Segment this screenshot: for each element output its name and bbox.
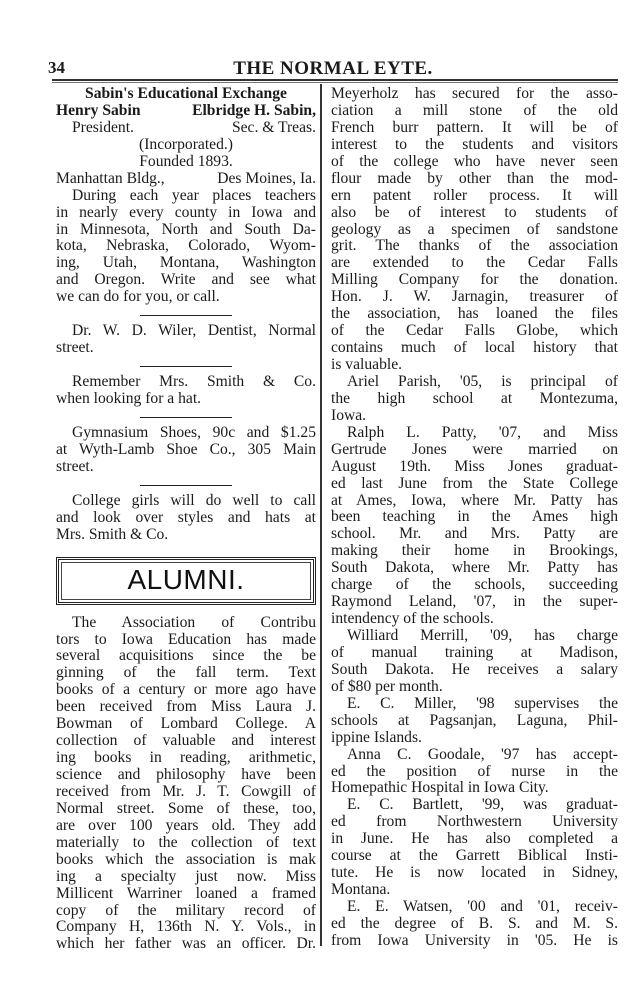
- paragraph-ralph-patty: [331, 425, 618, 628]
- text-line: in Minnesota, North and South Da-: [56, 221, 316, 238]
- text-line: Dr. W. D. Wiler, Dentist, Normal: [72, 323, 316, 340]
- text-line: contains much of local history that: [331, 340, 618, 357]
- text-line: of manual training at Madison,: [331, 644, 618, 661]
- text-line: kota, Nebraska, Colorado, Wyom-: [56, 238, 316, 255]
- text-line: the association, has loaned the files: [331, 306, 618, 323]
- text-line: Williard Merrill, '09, has charge: [347, 628, 618, 644]
- column-divider: [320, 84, 322, 946]
- text-line: Meyerholz has secured for the asso-: [331, 86, 618, 102]
- text-line: Montana.: [331, 882, 391, 899]
- ad-shoes: [56, 425, 316, 476]
- ad-title: Sabin's Educational Exchange: [85, 86, 287, 102]
- text-line: E. C. Miller, '98 supervises the: [347, 695, 618, 712]
- text-line: Ralph L. Patty, '07, and Miss: [347, 424, 618, 441]
- text-line: ippine Islands.: [331, 729, 422, 746]
- paragraph-meyerholz: [331, 86, 618, 374]
- text-line: also be of interest to students of: [331, 204, 618, 221]
- separator-rule: [140, 315, 232, 316]
- text-line: During each year places teachers: [72, 187, 316, 204]
- text-line: College girls will do well to call: [72, 492, 316, 509]
- text-line: Milling Company for the donation.: [331, 272, 618, 289]
- text-line: ginning of the fall term. Text: [56, 665, 316, 682]
- right-column: [331, 86, 618, 950]
- text-line: street.: [56, 340, 94, 357]
- left-column: [56, 86, 316, 953]
- text-line: are extended to the Cedar Falls: [331, 255, 618, 272]
- text-line: The Association of Contribu: [72, 614, 316, 631]
- officer-1-role: President.: [72, 118, 134, 136]
- paragraph-anna-goodale: [331, 747, 618, 798]
- text-line: of the college who have never seen: [331, 153, 618, 170]
- text-line: tute. He is now located in Sidney,: [331, 865, 618, 882]
- page-header: [48, 58, 618, 80]
- text-line: street.: [56, 458, 94, 475]
- text-line: been received from Miss Laura J.: [56, 699, 316, 716]
- text-line: school. Mr. and Mrs. Patty are: [331, 526, 618, 543]
- text-line: been teaching in the Ames high: [331, 509, 618, 526]
- text-line: in June. He has also completed a: [331, 831, 618, 848]
- separator-rule: [140, 366, 232, 367]
- text-line: ciation a mill stone of the old: [331, 102, 618, 119]
- text-line: at Wyth-Lamb Shoe Co., 305 Main: [56, 441, 316, 458]
- text-line: Iowa.: [331, 407, 367, 424]
- text-line: Bowman of Lombard College. A: [56, 716, 316, 733]
- text-line: ed from Northwestern University: [331, 814, 618, 831]
- text-line: of $80 per month.: [331, 678, 443, 695]
- text-line: ed the position of nurse in the: [331, 763, 618, 780]
- text-line: at Ames, Iowa, where Mr. Patty has: [331, 492, 618, 509]
- address-building: Manhattan Bldg.,: [56, 169, 165, 187]
- text-line: ern patent roller process. It will: [331, 187, 618, 204]
- text-line: South Dakota. He receives a salary: [331, 661, 618, 678]
- text-line: ing a specialty just now. Miss: [56, 868, 316, 885]
- separator-rule: [140, 485, 232, 486]
- address-city: Des Moines, Ia.: [217, 169, 316, 187]
- text-line: of the Cedar Falls Globe, which: [331, 323, 618, 340]
- ad-college-girls: [56, 493, 316, 544]
- text-line: in nearly every county in Iowa and: [56, 204, 316, 221]
- paragraph-ee-watsen: [331, 899, 618, 950]
- text-line: several acquisitions since the be: [56, 648, 316, 665]
- text-line: are over 100 years old. They add: [56, 817, 316, 834]
- text-line: Raymond Leland, '07, in the super-: [331, 594, 618, 611]
- incorporated-note: (Incorporated.): [139, 136, 233, 153]
- text-line: and Oregon. Write and see what: [56, 272, 316, 289]
- officer-1-name: Henry Sabin: [56, 101, 141, 119]
- text-line: we can do for you, or call.: [56, 289, 220, 306]
- text-line: Ariel Parish, '05, is principal of: [347, 373, 618, 390]
- address: [56, 171, 316, 188]
- ad-sabins-educational-exchange: [56, 86, 316, 306]
- officer-roles: [56, 120, 316, 137]
- text-line: interest to the students and visitors: [331, 136, 618, 153]
- text-line: grit. The thanks of the association: [331, 238, 618, 255]
- text-line: Normal street. Some of these, too,: [56, 800, 316, 817]
- text-line: Homepathic Hospital in Iowa City.: [331, 780, 549, 797]
- text-line: Gertrude Jones were married on: [331, 441, 618, 458]
- officer-names: [56, 103, 316, 120]
- text-line: Mrs. Smith & Co.: [56, 526, 169, 543]
- text-line: copy of the military record of: [56, 902, 316, 919]
- separator-rule: [140, 417, 232, 418]
- paragraph-ec-miller: [331, 696, 618, 747]
- text-line: collection of valuable and interest: [56, 733, 316, 750]
- alumni-heading-box: [56, 557, 316, 605]
- text-line: ed the degree of B. S. and M. S.: [331, 915, 618, 932]
- text-line: the high school at Montezuma,: [331, 390, 618, 407]
- text-line: French burr pattern. It will be of: [331, 119, 618, 136]
- text-line: making their home in Brookings,: [331, 543, 618, 560]
- text-line: course at the Garrett Biblical Insti-: [331, 848, 618, 865]
- text-line: intendency of the schools.: [331, 611, 494, 628]
- text-line: Anna C. Goodale, '97 has accept-: [347, 746, 618, 763]
- text-line: Company H, 136th N. Y. Vols., in: [56, 919, 316, 936]
- text-line: E. C. Bartlett, '99, was graduat-: [347, 797, 618, 814]
- text-line: when looking for a hat.: [56, 391, 202, 407]
- officer-2-role: Sec. & Treas.: [231, 118, 316, 136]
- text-line: ed last June from the State College: [331, 475, 618, 492]
- text-line: books which the association is mak: [56, 851, 316, 868]
- text-line: materially to the collection of text: [56, 834, 316, 851]
- text-line: ing, Utah, Montana, Washington: [56, 255, 316, 272]
- text-line: Millicent Warriner loaned a framed: [56, 885, 316, 902]
- text-line: books of a century or more ago have: [56, 682, 316, 699]
- text-line: E. E. Watsen, '00 and '01, receiv-: [347, 899, 618, 915]
- text-line: South Dakota, where Mr. Patty has: [331, 560, 618, 577]
- page-number: 34: [48, 58, 65, 77]
- journal-title: THE NORMAL EYTE.: [233, 58, 433, 79]
- section-heading-alumni: ALUMNI.: [127, 564, 245, 596]
- text-line: tors to Iowa Education has made: [56, 631, 316, 648]
- text-line: which her father was an officer. Dr.: [56, 936, 316, 953]
- ad-hats: [56, 374, 316, 408]
- text-line: Remember Mrs. Smith & Co.: [72, 374, 316, 391]
- text-line: Gymnasium Shoes, 90c and $1.25: [72, 424, 316, 441]
- text-line: science and philosophy have been: [56, 767, 316, 783]
- ad-dentist: [56, 323, 316, 357]
- text-line: from Iowa University in '05. He is: [331, 932, 618, 949]
- text-line: charge of the schools, succeeding: [331, 577, 618, 594]
- alumni-article: [56, 615, 316, 954]
- text-line: received from Mr. J. T. Cowgill of: [56, 783, 316, 800]
- officer-2-name: Elbridge H. Sabin,: [192, 101, 316, 119]
- text-line: August 19th. Miss Jones graduat-: [331, 458, 618, 475]
- text-line: schools at Pagsanjan, Laguna, Phil-: [331, 712, 618, 729]
- paragraph-ariel-parish: [331, 374, 618, 425]
- text-line: ing books in reading, arithmetic,: [56, 750, 316, 767]
- founded-note: Founded 1893.: [139, 153, 233, 170]
- header-rule: [52, 79, 618, 83]
- paragraph-williard-merrill: [331, 628, 618, 696]
- text-line: is valuable.: [331, 357, 403, 373]
- text-line: Hon. J. W. Jarnagin, treasurer of: [331, 289, 618, 306]
- text-line: geology as a specimen of sandstone: [331, 221, 618, 238]
- text-line: and look over styles and hats at: [56, 509, 316, 526]
- text-line: flour made by other than the mod-: [331, 170, 618, 187]
- paragraph-ec-bartlett: [331, 797, 618, 899]
